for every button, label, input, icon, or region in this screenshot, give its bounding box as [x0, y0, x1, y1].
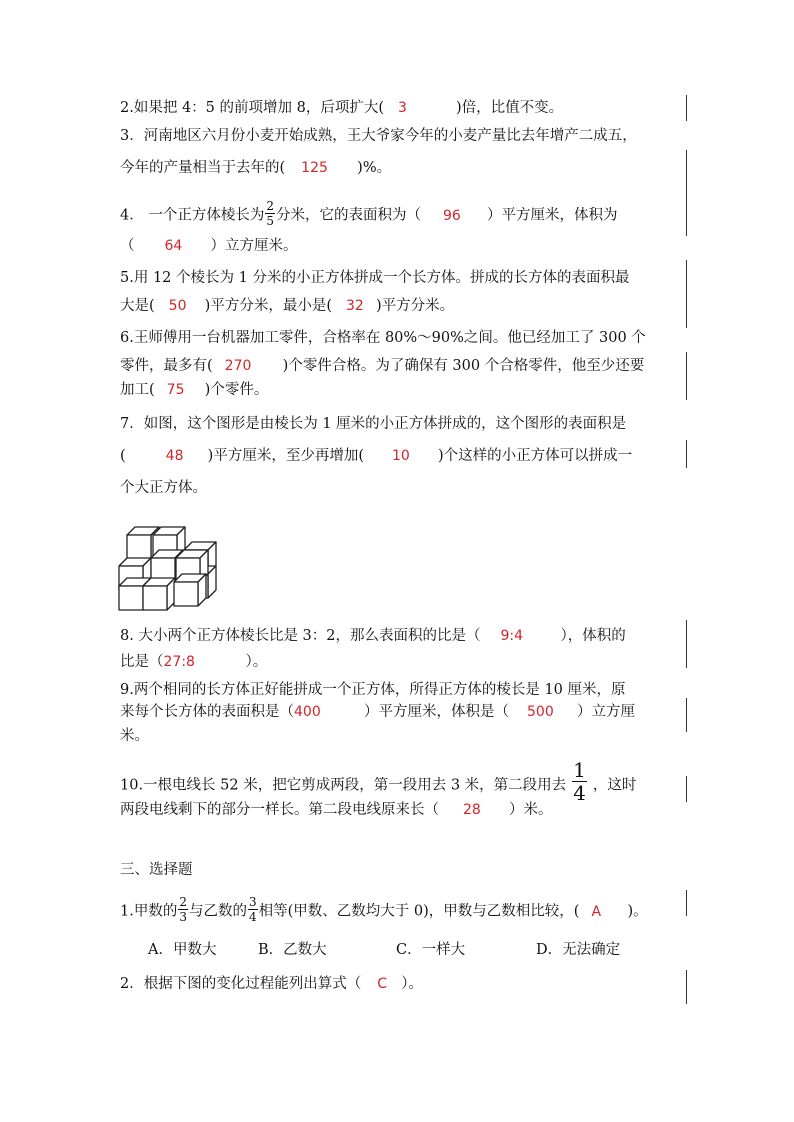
q6-answer-max: 270 [224, 358, 252, 374]
q4-answer-surface: 96 [442, 207, 461, 224]
margin-bar [686, 440, 687, 468]
c1-option-c: C．一样大 [396, 942, 466, 958]
q6-line1: 6.王师傅用一台机器加工零件，合格率在 80%～90%之间。他已经加工了 300 个 [120, 330, 646, 346]
cube [174, 574, 206, 606]
c1-option-b: B．乙数大 [258, 942, 327, 958]
c2-line: 2．根据下图的变化过程能列出算式（ C ）。 [120, 976, 423, 992]
q9-answer-volume: 500 [527, 704, 554, 720]
margin-bar [686, 150, 687, 236]
q10-fraction: $\frac{1}{4}$ [573, 758, 586, 805]
q6-answer-min: 75 [166, 382, 185, 398]
q4-line1: 4． 一个正方体棱长为 $\frac{2}{5}$ 分米，它的表面积为（ 96 ）平方厘米，体积为 [120, 199, 618, 228]
c1-line: 1.甲数的 $\frac{2}{3}$ 与乙数的 $\frac{3}{4}$ 相等(甲数、乙数均大于 0)，甲数与乙数相比较，( A )。 [120, 895, 648, 924]
q10-line2: 两段电线剩下的部分一样长。第二段电线原来长（ 28 ）米。 [120, 802, 553, 818]
c1-fraction-1: $\frac{2}{3}$ [179, 895, 187, 924]
q9-line2: 来每个长方体的表面积是（400 ）平方厘米，体积是（ 500 ）立方厘 [120, 704, 635, 720]
c1-option-a: A．甲数大 [148, 942, 217, 958]
q9-line1: 9.两个相同的长方体正好能拼成一个正方体，所得正方体的棱长是 10 厘米，原 [120, 682, 626, 698]
c1-options [148, 940, 620, 960]
q7-answer-area: 48 [165, 448, 184, 464]
q2-answer: 3 [398, 100, 407, 116]
margin-bar [686, 260, 687, 328]
q8-line1: 8. 大小两个正方体棱长比是 3：2，那么表面积的比是（ 9:4 ），体积的 [120, 628, 626, 644]
section-heading: 三、选择题 [120, 862, 193, 878]
margin-bar [686, 352, 687, 400]
q6-line2: 零件，最多有( 270 )个零件合格。为了确保有 300 个合格零件，他至少还要 [120, 358, 645, 374]
margin-bar [686, 620, 687, 668]
margin-bar [686, 890, 687, 916]
c1-fraction-2: $\frac{3}{4}$ [248, 895, 257, 924]
q9-line3: 米。 [120, 728, 149, 744]
q5-answer-max: 50 [168, 298, 187, 314]
margin-bar [686, 776, 687, 802]
q6-line3: 加工( 75 )个零件。 [120, 382, 269, 398]
q3-line2: 今年的产量相当于去年的( 125 )%。 [120, 160, 392, 176]
c1-option-d: D．无法确定 [536, 942, 621, 958]
q5-line1: 5.用 12 个棱长为 1 分米的小正方体拼成一个长方体。拼成的长方体的表面积最 [120, 270, 630, 286]
margin-bar [686, 698, 687, 732]
q8-line2: 比是（27:8 ）。 [120, 654, 268, 670]
q4-fraction: $\frac{2}{5}$ [266, 199, 274, 228]
cube [143, 578, 175, 610]
q2-text-end: )倍，比值不变。 [456, 100, 564, 116]
q10-answer: 28 [463, 802, 481, 818]
q8-answer-area-ratio: 9:4 [500, 628, 524, 644]
margin-bar [686, 95, 687, 121]
q4-answer-volume: 64 [164, 238, 183, 254]
margin-bar [686, 970, 687, 1004]
cube-stack-figure [118, 512, 220, 612]
q3-line1: 3．河南地区六月份小麦开始成熟，王大爷家今年的小麦产量比去年增产二成五， [120, 128, 637, 144]
q4-line2: （ 64 ）立方厘米。 [120, 238, 298, 254]
q7-answer-cubes: 10 [392, 448, 410, 464]
q5-line2: 大是( 50 )平方分米，最小是( 32 )平方分米。 [120, 298, 455, 314]
q7-line1: 7．如图，这个图形是由棱长为 1 厘米的小正方体拼成的，这个图形的表面积是 [120, 416, 627, 432]
q8-answer-volume-ratio: 27:8 [163, 654, 195, 670]
q9-answer-area: 400 [294, 704, 321, 720]
c1-answer: A [591, 903, 602, 920]
q7-line2: ( 48 )平方厘米，至少再增加( 10 )个这样的小正方体可以拼成一 [120, 448, 633, 464]
q3-answer: 125 [301, 160, 328, 176]
q2-text: 2.如果把 4：5 的前项增加 8，后项扩大( [120, 100, 384, 116]
c2-answer: C [377, 976, 388, 992]
q2-line [120, 98, 563, 118]
q10-line1: 10.一根电线长 52 米，把它剪成两段，第一段用去 3 米，第二段用去 $\frac{1}{4}$ ，这时 [120, 758, 637, 805]
q5-answer-min: 32 [346, 298, 364, 314]
q7-line3: 个大正方体。 [120, 480, 207, 496]
